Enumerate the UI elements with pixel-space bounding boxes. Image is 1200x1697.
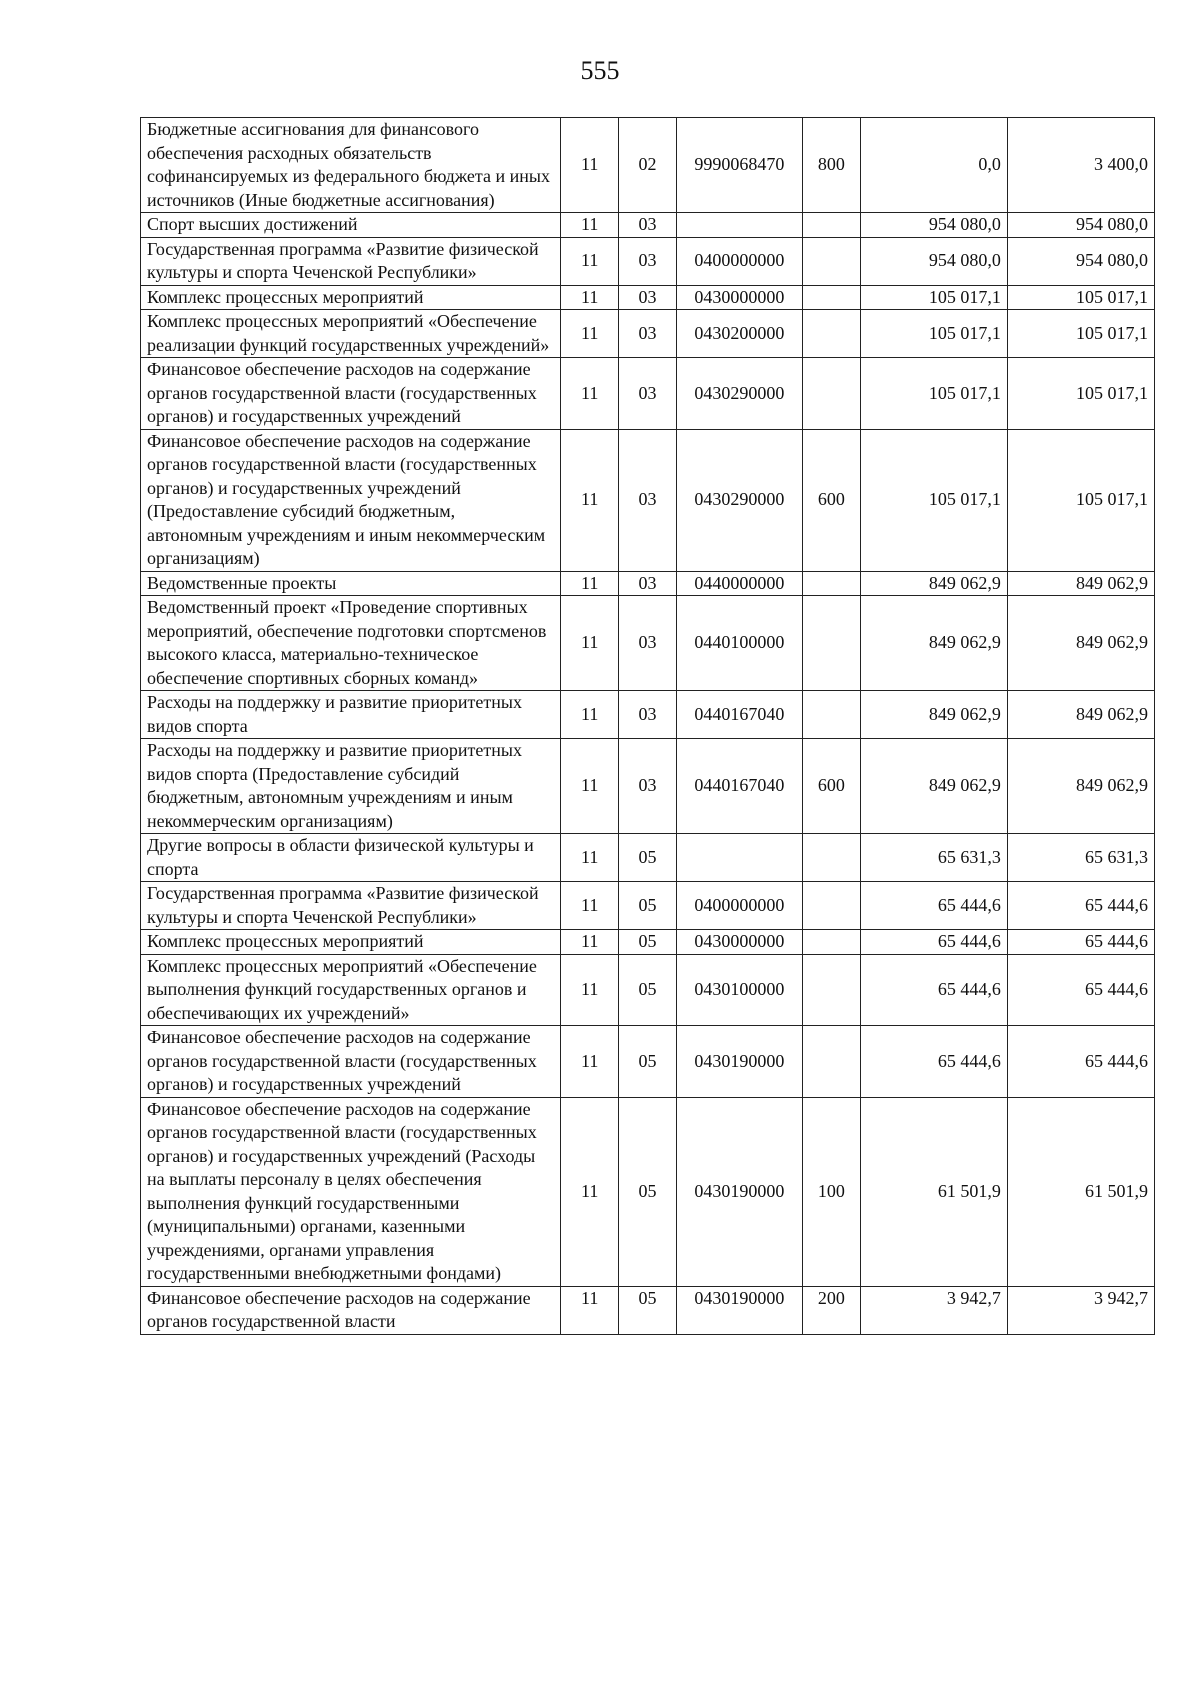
row-name-cell: Комплекс процессных мероприятий xyxy=(141,930,561,955)
target-item-code-cell: 0430000000 xyxy=(676,285,802,310)
subsection-code-cell: 03 xyxy=(619,310,677,358)
target-item-code-cell: 0440000000 xyxy=(676,571,802,596)
expense-type-code-cell xyxy=(802,213,860,238)
budget-table xyxy=(140,117,1155,1335)
row-name-cell: Бюджетные ассигнования для финансового обеспечения расходных обязательств софинансируемых из федерального бюджета и иных источников (Иные бюджетные ассигнования) xyxy=(141,118,561,213)
expense-type-code-cell: 600 xyxy=(802,739,860,834)
subsection-code-cell: 03 xyxy=(619,596,677,691)
subsection-code-cell: 05 xyxy=(619,834,677,882)
section-code-cell: 11 xyxy=(561,1286,619,1334)
amount-year2-cell: 3 400,0 xyxy=(1007,118,1154,213)
table-row xyxy=(141,834,1155,882)
amount-year1-cell: 65 444,6 xyxy=(860,930,1007,955)
section-code-cell: 11 xyxy=(561,237,619,285)
amount-year2-cell: 61 501,9 xyxy=(1007,1097,1154,1286)
section-code-cell: 11 xyxy=(561,571,619,596)
expense-type-code-cell: 800 xyxy=(802,118,860,213)
section-code-cell: 11 xyxy=(561,118,619,213)
row-name-cell: Комплекс процессных мероприятий «Обеспечение реализации функций государственных учреждений» xyxy=(141,310,561,358)
target-item-code-cell: 0430290000 xyxy=(676,429,802,571)
expense-type-code-cell xyxy=(802,882,860,930)
table-row xyxy=(141,596,1155,691)
amount-year1-cell: 954 080,0 xyxy=(860,237,1007,285)
row-name-cell: Ведомственный проект «Проведение спортивных мероприятий, обеспечение подготовки спортсменов высокого класса, материально-техническое обеспечение спортивных сборных команд» xyxy=(141,596,561,691)
subsection-code-cell: 03 xyxy=(619,285,677,310)
expense-type-code-cell xyxy=(802,930,860,955)
amount-year1-cell: 105 017,1 xyxy=(860,310,1007,358)
row-name-cell: Финансовое обеспечение расходов на содержание органов государственной власти (государственных органов) и государственных учреждений xyxy=(141,1026,561,1098)
section-code-cell: 11 xyxy=(561,691,619,739)
table-row xyxy=(141,237,1155,285)
expense-type-code-cell xyxy=(802,237,860,285)
section-code-cell: 11 xyxy=(561,1097,619,1286)
amount-year1-cell: 65 444,6 xyxy=(860,954,1007,1026)
section-code-cell: 11 xyxy=(561,213,619,238)
subsection-code-cell: 03 xyxy=(619,691,677,739)
table-row xyxy=(141,1286,1155,1334)
amount-year2-cell: 849 062,9 xyxy=(1007,596,1154,691)
amount-year2-cell: 849 062,9 xyxy=(1007,739,1154,834)
row-name-cell: Другие вопросы в области физической культуры и спорта xyxy=(141,834,561,882)
amount-year2-cell: 65 631,3 xyxy=(1007,834,1154,882)
row-name-cell: Финансовое обеспечение расходов на содержание органов государственной власти (государственных органов) и государственных учреждений (Предоставление субсидий бюджетным, автономным учреждениям и иным некоммерческим организациям) xyxy=(141,429,561,571)
amount-year1-cell: 105 017,1 xyxy=(860,285,1007,310)
expense-type-code-cell xyxy=(802,1026,860,1098)
amount-year2-cell: 3 942,7 xyxy=(1007,1286,1154,1334)
page-number: 555 xyxy=(580,56,620,85)
subsection-code-cell: 03 xyxy=(619,213,677,238)
amount-year2-cell: 65 444,6 xyxy=(1007,882,1154,930)
section-code-cell: 11 xyxy=(561,285,619,310)
target-item-code-cell xyxy=(676,834,802,882)
expense-type-code-cell: 200 xyxy=(802,1286,860,1334)
amount-year2-cell: 105 017,1 xyxy=(1007,358,1154,430)
row-name-cell: Ведомственные проекты xyxy=(141,571,561,596)
table-row xyxy=(141,571,1155,596)
subsection-code-cell: 05 xyxy=(619,954,677,1026)
section-code-cell: 11 xyxy=(561,954,619,1026)
target-item-code-cell: 0430000000 xyxy=(676,930,802,955)
amount-year1-cell: 65 444,6 xyxy=(860,882,1007,930)
target-item-code-cell: 0430200000 xyxy=(676,310,802,358)
table-row xyxy=(141,1026,1155,1098)
subsection-code-cell: 03 xyxy=(619,739,677,834)
amount-year1-cell: 105 017,1 xyxy=(860,429,1007,571)
expense-type-code-cell xyxy=(802,834,860,882)
expense-type-code-cell: 100 xyxy=(802,1097,860,1286)
subsection-code-cell: 05 xyxy=(619,1097,677,1286)
amount-year2-cell: 65 444,6 xyxy=(1007,954,1154,1026)
amount-year1-cell: 65 444,6 xyxy=(860,1026,1007,1098)
table-row xyxy=(141,310,1155,358)
table-row xyxy=(141,213,1155,238)
expense-type-code-cell xyxy=(802,571,860,596)
amount-year1-cell: 61 501,9 xyxy=(860,1097,1007,1286)
row-name-cell: Государственная программа «Развитие физической культуры и спорта Чеченской Республики» xyxy=(141,882,561,930)
table-row xyxy=(141,930,1155,955)
table-row xyxy=(141,118,1155,213)
amount-year2-cell: 954 080,0 xyxy=(1007,237,1154,285)
row-name-cell: Государственная программа «Развитие физической культуры и спорта Чеченской Республики» xyxy=(141,237,561,285)
target-item-code-cell: 0430100000 xyxy=(676,954,802,1026)
expense-type-code-cell: 600 xyxy=(802,429,860,571)
row-name-cell: Расходы на поддержку и развитие приоритетных видов спорта (Предоставление субсидий бюджетным, автономным учреждениям и иным некоммерческим организациям) xyxy=(141,739,561,834)
table-row xyxy=(141,285,1155,310)
target-item-code-cell: 0430190000 xyxy=(676,1097,802,1286)
subsection-code-cell: 03 xyxy=(619,429,677,571)
amount-year1-cell: 3 942,7 xyxy=(860,1286,1007,1334)
amount-year1-cell: 105 017,1 xyxy=(860,358,1007,430)
section-code-cell: 11 xyxy=(561,739,619,834)
table-row xyxy=(141,691,1155,739)
amount-year2-cell: 105 017,1 xyxy=(1007,285,1154,310)
amount-year1-cell: 849 062,9 xyxy=(860,571,1007,596)
amount-year1-cell: 954 080,0 xyxy=(860,213,1007,238)
amount-year1-cell: 849 062,9 xyxy=(860,596,1007,691)
table-row xyxy=(141,358,1155,430)
subsection-code-cell: 05 xyxy=(619,1026,677,1098)
target-item-code-cell xyxy=(676,213,802,238)
amount-year2-cell: 65 444,6 xyxy=(1007,1026,1154,1098)
expense-type-code-cell xyxy=(802,596,860,691)
subsection-code-cell: 05 xyxy=(619,930,677,955)
section-code-cell: 11 xyxy=(561,1026,619,1098)
expense-type-code-cell xyxy=(802,285,860,310)
amount-year1-cell: 849 062,9 xyxy=(860,739,1007,834)
expense-type-code-cell xyxy=(802,358,860,430)
subsection-code-cell: 03 xyxy=(619,237,677,285)
section-code-cell: 11 xyxy=(561,310,619,358)
target-item-code-cell: 0430190000 xyxy=(676,1026,802,1098)
expense-type-code-cell xyxy=(802,691,860,739)
subsection-code-cell: 03 xyxy=(619,358,677,430)
row-name-cell: Финансовое обеспечение расходов на содержание органов государственной власти (государственных органов) и государственных учреждений xyxy=(141,358,561,430)
section-code-cell: 11 xyxy=(561,834,619,882)
target-item-code-cell: 0400000000 xyxy=(676,237,802,285)
row-name-cell: Комплекс процессных мероприятий «Обеспечение выполнения функций государственных органов и обеспечивающих их учреждений» xyxy=(141,954,561,1026)
section-code-cell: 11 xyxy=(561,596,619,691)
amount-year2-cell: 849 062,9 xyxy=(1007,571,1154,596)
amount-year1-cell: 849 062,9 xyxy=(860,691,1007,739)
subsection-code-cell: 05 xyxy=(619,882,677,930)
expense-type-code-cell xyxy=(802,954,860,1026)
amount-year1-cell: 65 631,3 xyxy=(860,834,1007,882)
row-name-cell: Расходы на поддержку и развитие приоритетных видов спорта xyxy=(141,691,561,739)
subsection-code-cell: 03 xyxy=(619,571,677,596)
subsection-code-cell: 05 xyxy=(619,1286,677,1334)
table-row xyxy=(141,882,1155,930)
subsection-code-cell: 02 xyxy=(619,118,677,213)
table-row xyxy=(141,429,1155,571)
row-name-cell: Комплекс процессных мероприятий xyxy=(141,285,561,310)
row-name-cell: Финансовое обеспечение расходов на содержание органов государственной власти xyxy=(141,1286,561,1334)
table-row xyxy=(141,954,1155,1026)
section-code-cell: 11 xyxy=(561,882,619,930)
amount-year2-cell: 65 444,6 xyxy=(1007,930,1154,955)
amount-year2-cell: 954 080,0 xyxy=(1007,213,1154,238)
table-row xyxy=(141,739,1155,834)
target-item-code-cell: 0430190000 xyxy=(676,1286,802,1334)
amount-year2-cell: 105 017,1 xyxy=(1007,429,1154,571)
section-code-cell: 11 xyxy=(561,930,619,955)
section-code-cell: 11 xyxy=(561,429,619,571)
target-item-code-cell: 0440100000 xyxy=(676,596,802,691)
target-item-code-cell: 0440167040 xyxy=(676,739,802,834)
amount-year2-cell: 105 017,1 xyxy=(1007,310,1154,358)
amount-year1-cell: 0,0 xyxy=(860,118,1007,213)
target-item-code-cell: 0440167040 xyxy=(676,691,802,739)
expense-type-code-cell xyxy=(802,310,860,358)
amount-year2-cell: 849 062,9 xyxy=(1007,691,1154,739)
target-item-code-cell: 0400000000 xyxy=(676,882,802,930)
table-row xyxy=(141,1097,1155,1286)
target-item-code-cell: 9990068470 xyxy=(676,118,802,213)
target-item-code-cell: 0430290000 xyxy=(676,358,802,430)
row-name-cell: Финансовое обеспечение расходов на содержание органов государственной власти (государственных органов) и государственных учреждений (Расходы на выплаты персоналу в целях обеспечения выполнения функций государственными (муниципальными) органами, казенными учреждениями, органами управления государственными внебюджетными фондами) xyxy=(141,1097,561,1286)
row-name-cell: Спорт высших достижений xyxy=(141,213,561,238)
section-code-cell: 11 xyxy=(561,358,619,430)
